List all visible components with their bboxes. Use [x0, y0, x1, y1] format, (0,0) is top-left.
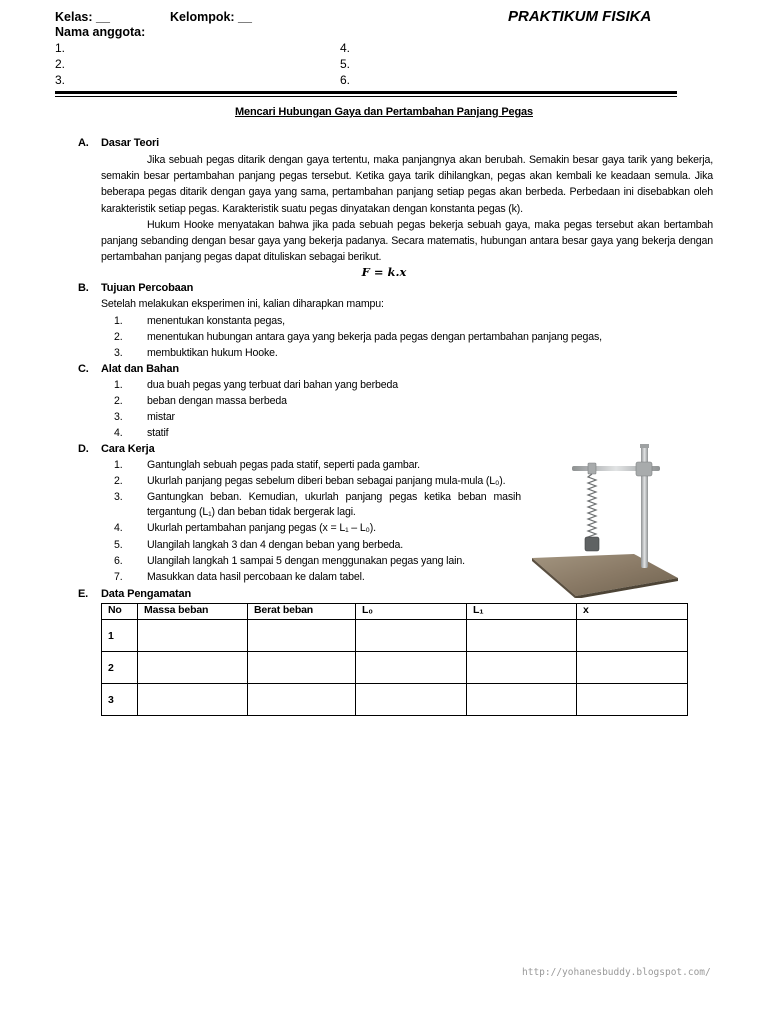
list-item-number: 2.: [114, 475, 123, 487]
member-5: 5.: [340, 57, 351, 71]
section-a-paragraph-2: Hukum Hooke menyatakan bahwa jika pada sebuah pegas bekerja sebuah gaya, maka pegas tersebut akan bertambah panjang sebanding dengan besar gaya yang bekerja padanya. Secara matematis, hubungan antara besar gaya yang bekerja dengan pertambahan panjang pegas dapat dituliskan sebagai berikut.: [101, 219, 713, 264]
table-cell[interactable]: [138, 620, 248, 652]
list-item: menentukan hubungan antara gaya yang bekerja pada pegas dengan pertambahan panjang pegas,: [147, 331, 602, 343]
table-header-row: [102, 604, 688, 620]
table-cell[interactable]: [467, 684, 577, 716]
member-2: 2.: [55, 57, 66, 71]
table-row: [102, 684, 688, 716]
list-item-number: 1.: [114, 459, 123, 471]
list-item: membuktikan hukum Hooke.: [147, 347, 278, 359]
table-cell[interactable]: [248, 620, 356, 652]
list-item-number: 5.: [114, 539, 123, 551]
list-item-number: 3.: [114, 411, 123, 423]
nama-anggota-label: Nama anggota:: [55, 25, 146, 39]
list-item: statif: [147, 427, 169, 439]
footer-url: http://yohanesbuddy.blogspot.com/: [522, 967, 711, 978]
table-cell[interactable]: [356, 684, 467, 716]
list-item-number: 3.: [114, 491, 123, 503]
list-item-number: 6.: [114, 555, 123, 567]
list-item-number: 2.: [114, 331, 123, 343]
column-header: Berat beban: [248, 604, 356, 620]
clamp: [636, 462, 652, 476]
column-header: L₁: [467, 604, 577, 620]
table-cell[interactable]: [138, 652, 248, 684]
list-item-number: 3.: [114, 347, 123, 359]
list-item-number: 1.: [114, 315, 123, 327]
section-a-heading: Dasar Teori: [101, 137, 160, 149]
table-cell[interactable]: [356, 652, 467, 684]
section-d-letter: D.: [78, 443, 89, 455]
row-number: 1: [102, 620, 138, 652]
list-item-number: 4.: [114, 427, 123, 439]
list-item-number: 7.: [114, 571, 123, 583]
list-item: Ukurlah panjang pegas sebelum diberi beban sebagai panjang mula-mula (L₀).: [147, 475, 506, 487]
table-cell[interactable]: [467, 652, 577, 684]
section-b-heading: Tujuan Percobaan: [101, 282, 194, 294]
section-a-letter: A.: [78, 137, 89, 149]
list-item: Gantunglah sebuah pegas pada statif, seperti pada gambar.: [147, 459, 420, 471]
section-d-heading: Cara Kerja: [101, 443, 155, 455]
hooke-formula: F = k.x: [361, 265, 407, 279]
table-cell[interactable]: [577, 684, 688, 716]
member-3: 3.: [55, 73, 66, 87]
section-b-intro: Setelah melakukan eksperimen ini, kalian diharapkan mampu:: [101, 298, 384, 310]
section-a-paragraph-1: Jika sebuah pegas ditarik dengan gaya tertentu, maka panjangnya akan berubah. Semakin besar gaya tarik yang bekerja, semakin besar pertambahan panjang pegas tersebut. Ketika gaya tarik dihilangkan, pegas akan kembali ke keadaan semula. Jika beberapa pegas ditarik dengan gaya yang sama, pertambahan panjang setiap pegas akan berbeda. Perbedaan ini disebabkan oleh karakteristik setiap pegas. Karakteristik suatu pegas dinyatakan dengan konstanta pegas (k).: [101, 154, 713, 215]
row-number: 3: [102, 684, 138, 716]
section-c-heading: Alat dan Bahan: [101, 363, 179, 375]
column-header: L₀: [356, 604, 467, 620]
member-1: 1.: [55, 41, 66, 55]
list-item: Ulangilah langkah 1 sampai 5 dengan menggunakan pegas yang lain.: [147, 555, 465, 567]
table-cell[interactable]: [577, 620, 688, 652]
column-header: No: [102, 604, 138, 620]
spring-stand-illustration: [528, 438, 680, 598]
list-item-number: 4.: [114, 522, 123, 534]
member-6: 6.: [340, 73, 351, 87]
column-header: x: [577, 604, 688, 620]
table-cell[interactable]: [356, 620, 467, 652]
list-item: mistar: [147, 411, 175, 423]
section-e-heading: Data Pengamatan: [101, 588, 192, 600]
header-rule-thin: [55, 96, 677, 97]
table-cell[interactable]: [467, 620, 577, 652]
page-title: PRAKTIKUM FISIKA: [508, 8, 652, 25]
kelas-label: Kelas: __: [55, 10, 110, 24]
section-e-letter: E.: [78, 588, 89, 600]
list-item-number: 2.: [114, 395, 123, 407]
column-header: Massa beban: [138, 604, 248, 620]
row-number: 2: [102, 652, 138, 684]
weight: [585, 537, 599, 551]
observation-table: [101, 603, 688, 716]
table-cell[interactable]: [577, 652, 688, 684]
header-rule-thick: [55, 91, 677, 94]
list-item: Gantungkan beban. Kemudian, ukurlah panjang pegas ketika beban masih: [147, 491, 521, 503]
list-item-number: 1.: [114, 379, 123, 391]
document-title: Mencari Hubungan Gaya dan Pertambahan Panjang Pegas: [235, 106, 533, 118]
list-item: Ulangilah langkah 3 dan 4 dengan beban yang berbeda.: [147, 539, 404, 551]
table-row: [102, 620, 688, 652]
list-item: menentukan konstanta pegas,: [147, 315, 285, 327]
member-4: 4.: [340, 41, 351, 55]
table-cell[interactable]: [248, 652, 356, 684]
base-board: [532, 554, 678, 596]
list-item: Ukurlah pertambahan panjang pegas (x = L₁ – L₀).: [147, 522, 376, 534]
list-item-continuation: tergantung (L₁) dan beban tidak bergerak lagi.: [147, 506, 356, 518]
table-row: [102, 652, 688, 684]
spring: [588, 474, 596, 540]
list-item: beban dengan massa berbeda: [147, 395, 287, 407]
table-cell[interactable]: [248, 684, 356, 716]
section-b-letter: B.: [78, 282, 89, 294]
table-cell[interactable]: [138, 684, 248, 716]
kelompok-label: Kelompok: __: [170, 10, 252, 24]
section-c-letter: C.: [78, 363, 89, 375]
list-item: dua buah pegas yang terbuat dari bahan yang berbeda: [147, 379, 398, 391]
list-item: Masukkan data hasil percobaan ke dalam tabel.: [147, 571, 365, 583]
